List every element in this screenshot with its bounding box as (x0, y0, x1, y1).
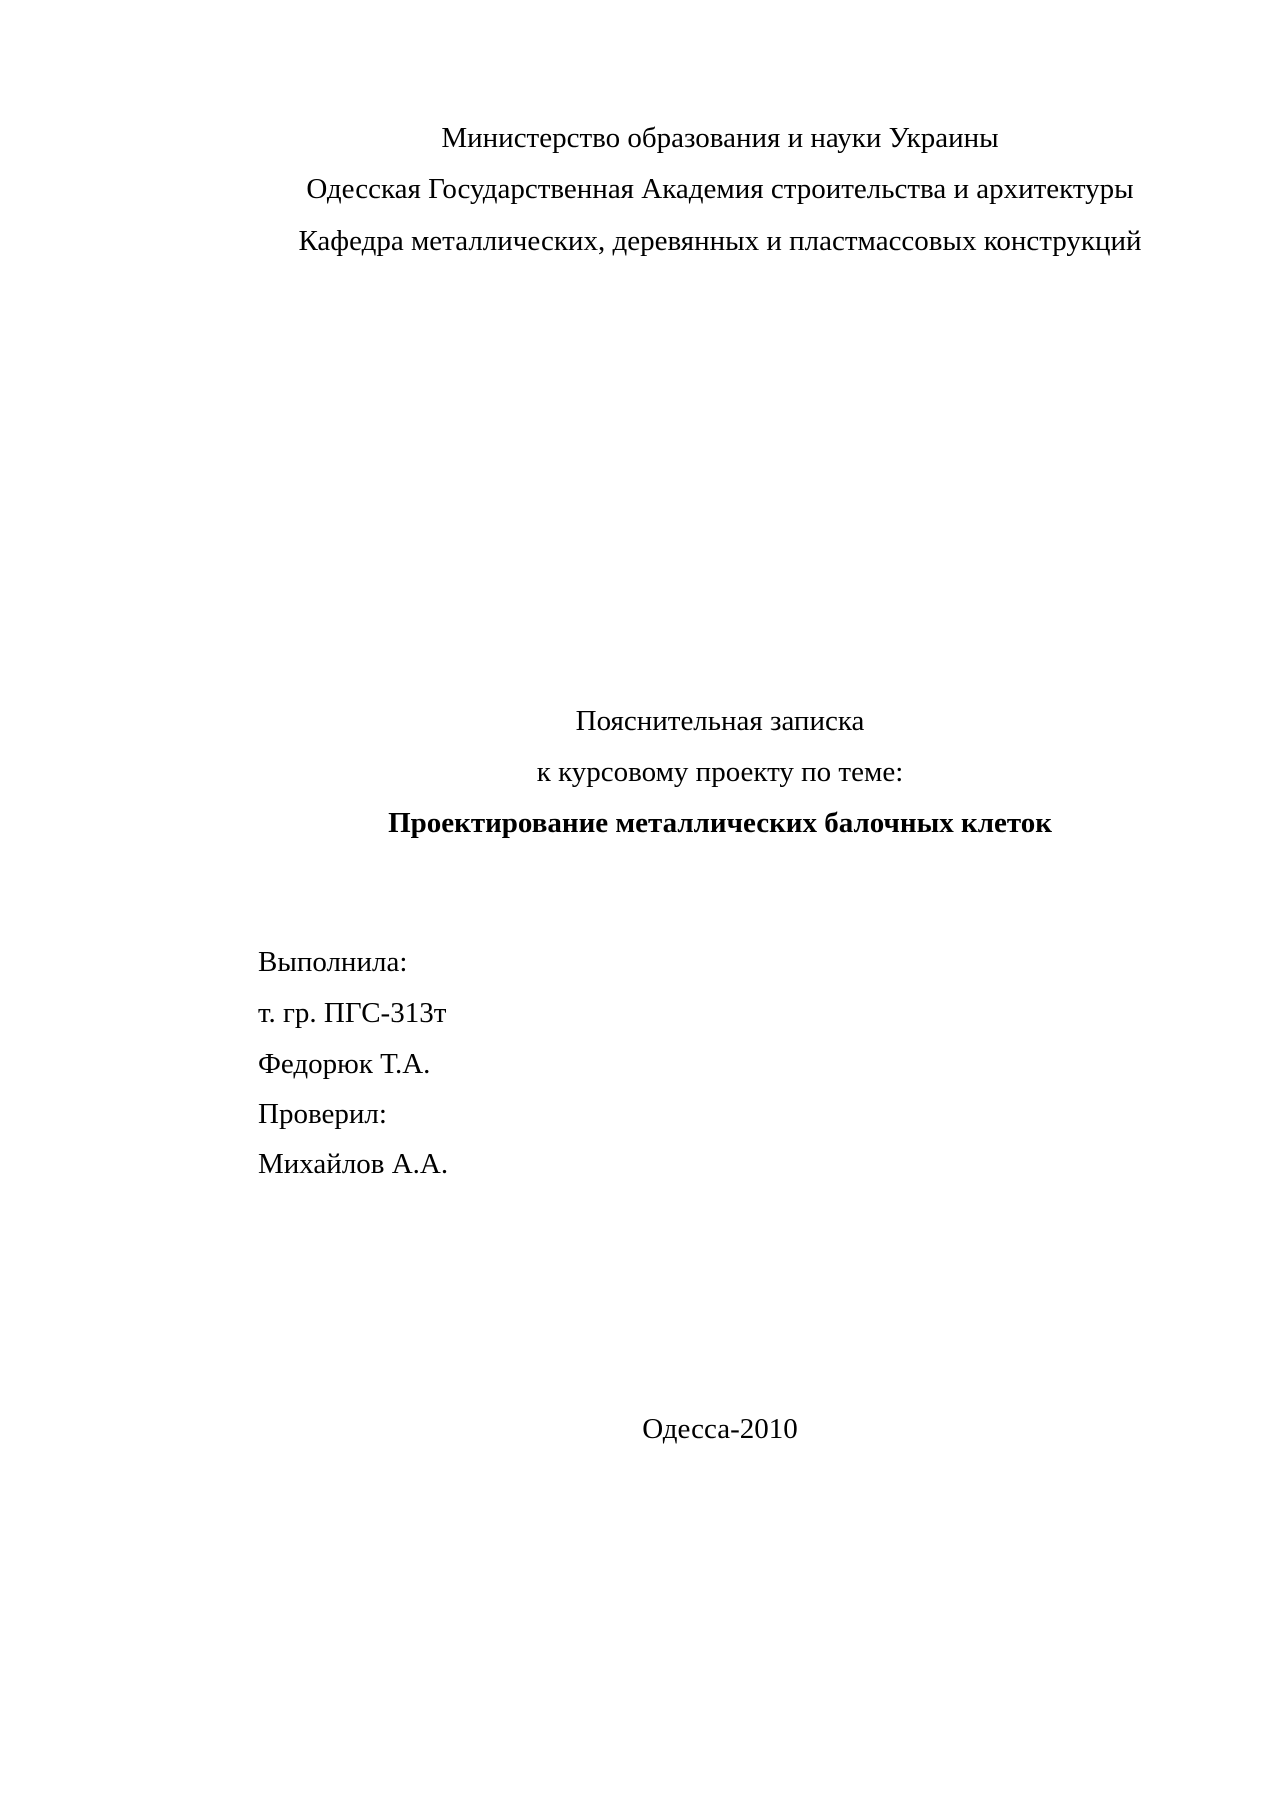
student-group: т. гр. ПГС-313т (258, 997, 447, 1029)
supervisor-name: Михайлов А.А. (258, 1148, 449, 1180)
ministry-line: Министерство образования и науки Украины (441, 122, 999, 154)
city-year: Одесса-2010 (642, 1413, 798, 1445)
department-line: Кафедра металлических, деревянных и пластмассовых конструкций (298, 225, 1142, 257)
project-topic: Проектирование металлических балочных клеток (388, 807, 1052, 839)
academy-line: Одесская Государственная Академия строительства и архитектуры (306, 173, 1134, 205)
document-type: Пояснительная записка (575, 705, 865, 737)
checked-label: Проверил: (258, 1098, 387, 1130)
performed-label: Выполнила: (258, 946, 408, 978)
document-subtitle: к курсовому проекту по теме: (536, 756, 904, 788)
student-name: Федорюк Т.А. (258, 1048, 431, 1080)
